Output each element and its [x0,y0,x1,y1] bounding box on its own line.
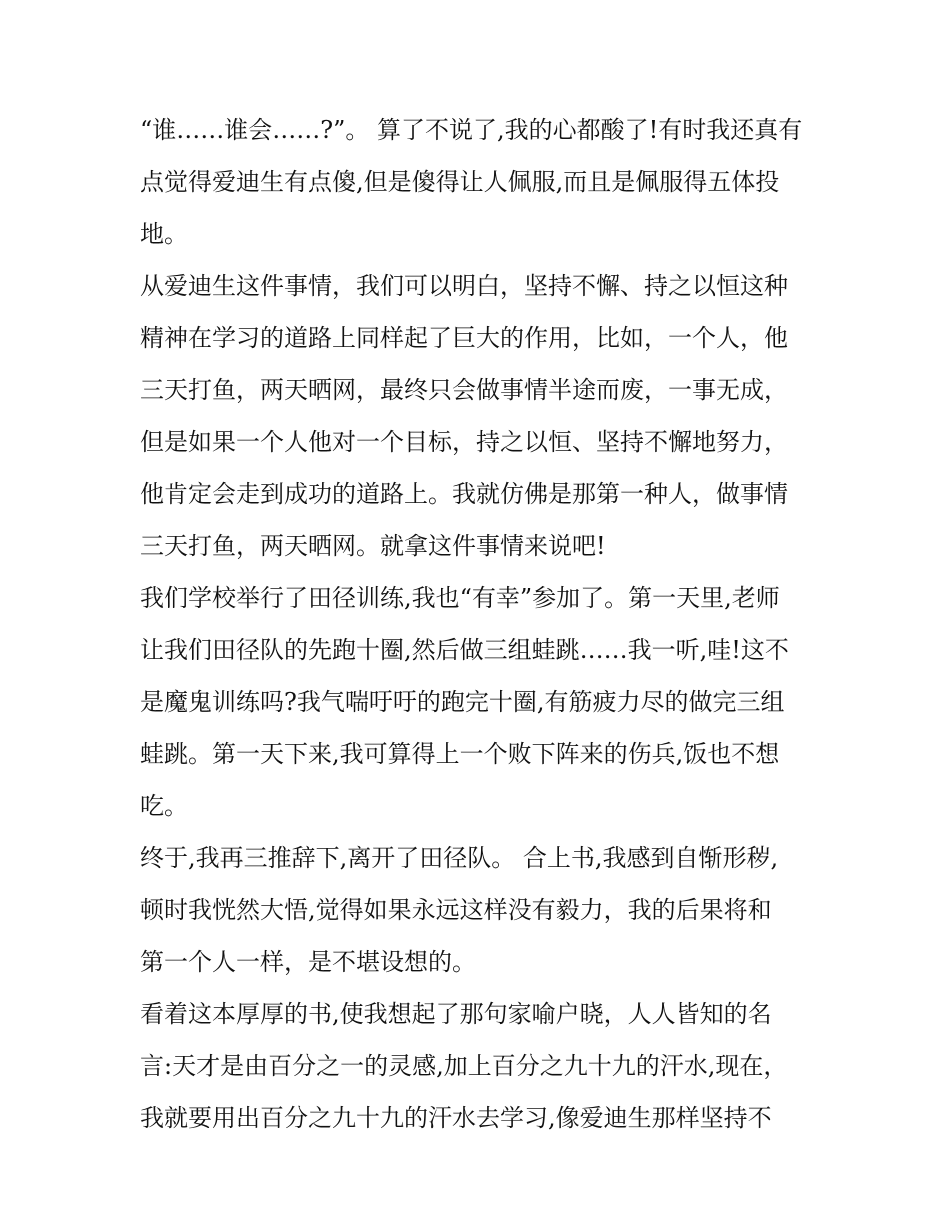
text-line: 但是如果一个人他对一个目标，持之以恒、坚持不懈地努力， [140,428,788,456]
text-line: 是魔鬼训练吗?我气喘吁吁的跑完十圈,有筋疲力尽的做完三组 [140,688,785,716]
text-line: 看着这本厚厚的书,使我想起了那句家喻户晓，人人皆知的名 [140,1000,772,1028]
text-line: “谁……谁会……?”。 算了不说了,我的心都酸了!有时我还真有 [140,116,803,144]
text-line: 终于,我再三推辞下,离开了田径队。 合上书,我感到自惭形秽, [140,844,779,872]
text-line: 从爱迪生这件事情，我们可以明白，坚持不懈、持之以恒这种 [140,272,788,300]
text-line: 三天打鱼，两天晒网，最终只会做事情半途而废，一事无成， [140,376,788,404]
text-line: 蛙跳。第一天下来,我可算得上一个败下阵来的伤兵,饭也不想 [140,740,780,768]
text-line: 他肯定会走到成功的道路上。我就仿佛是那第一种人，做事情 [140,480,788,508]
text-line: 三天打鱼，两天晒网。就拿这件事情来说吧! [140,532,606,560]
text-line: 我们学校举行了田径训练,我也“有幸”参加了。第一天里,老师 [140,584,780,612]
text-line: 精神在学习的道路上同样起了巨大的作用，比如，一个人，他 [140,324,788,352]
text-line: 我就要用出百分之九十九的汗水去学习,像爱迪生那样坚持不 [140,1104,772,1132]
body-text [140,104,830,1144]
text-line: 第一个人一样，是不堪设想的。 [140,948,476,976]
text-line: 顿时我恍然大悟,觉得如果永远这样没有毅力，我的后果将和 [140,896,772,924]
text-line: 让我们田径队的先跑十圈,然后做三组蛙跳……我一听,哇!这不 [140,636,789,664]
text-line: 地。 [140,220,188,248]
text-line: 点觉得爱迪生有点傻,但是傻得让人佩服,而且是佩服得五体投 [140,168,780,196]
text-line: 吃。 [140,792,188,820]
text-line: 言:天才是由百分之一的灵感,加上百分之九十九的汗水,现在， [140,1052,788,1080]
